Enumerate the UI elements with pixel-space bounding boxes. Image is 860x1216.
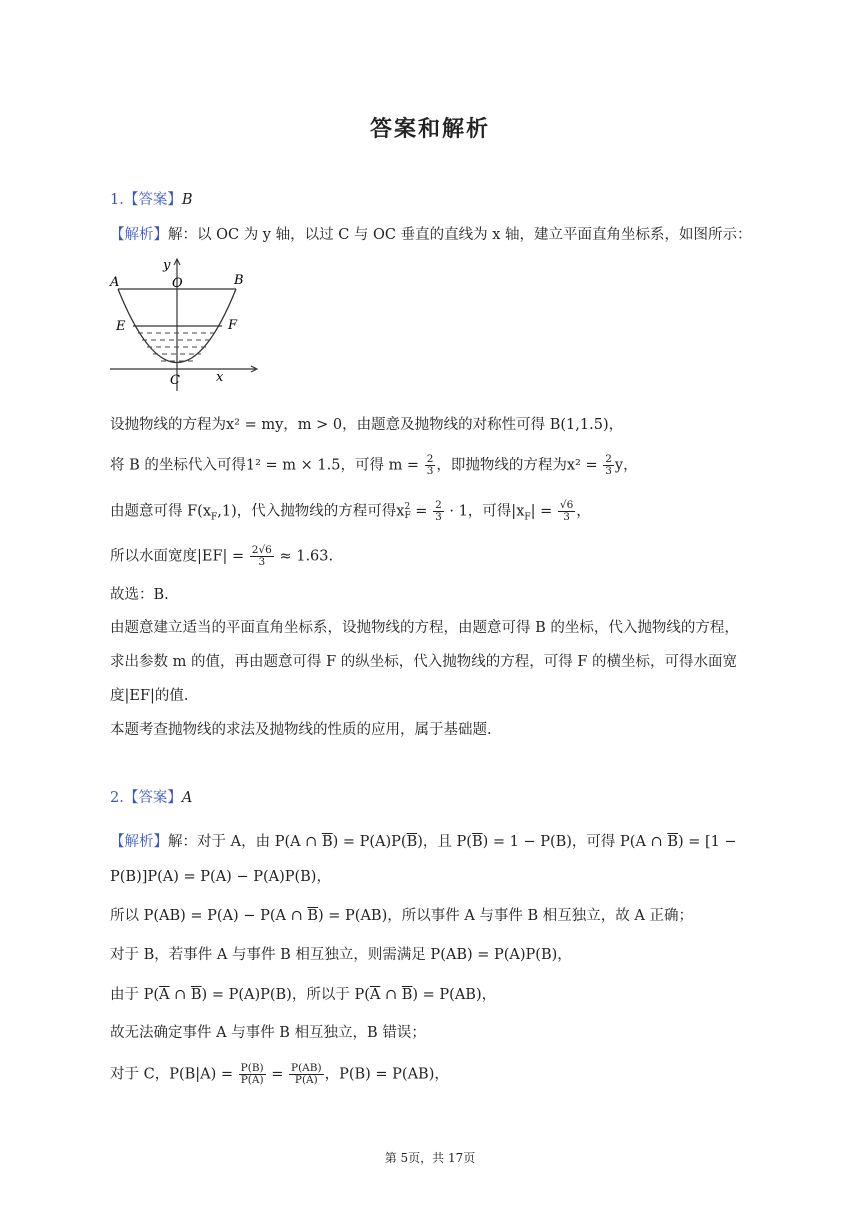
frac-num: P(B)	[240, 1062, 264, 1074]
frac-num: 2	[605, 453, 612, 465]
overline-a: $\overline{A}$	[159, 987, 170, 1003]
q2-line-2: P(B)]P(A) = P(A) − P(A)P(B)，	[110, 869, 331, 885]
q1-l5-part-b: ≈ 1.63.	[274, 548, 334, 565]
q1-line-10: 本题考查抛物线的求法及抛物线的性质的应用，属于基础题.	[110, 722, 492, 738]
page-title: 答案和解析	[369, 116, 490, 142]
q1-answer-tag: 【答案】	[123, 192, 182, 208]
overline-b: $\overline{B}$	[190, 987, 202, 1003]
q1-l4-part-f: ，	[576, 503, 591, 520]
q2-l7-fraction-1	[239, 1063, 266, 1086]
q2-l1-part-d: ) = 1 − P(B)，可得 P(A ∩	[482, 834, 668, 850]
q1-l3-fraction-1	[425, 454, 436, 477]
q1-line-5	[110, 545, 333, 568]
q2-line-4: 对于 B，若事件 A 与事件 B 相互独立，则需满足 P(AB) = P(A)P(B)，	[110, 947, 572, 963]
q2-l5-part-e: ) = P(AB)，	[412, 987, 497, 1003]
overline-a: $\overline{A}$	[369, 987, 381, 1003]
q2-l7-fraction-2	[289, 1063, 324, 1086]
label-f: F	[228, 318, 238, 333]
q1-l4-part-b: ,1)，代入抛物线的方程可得x	[217, 503, 405, 520]
frac-den: 3	[426, 465, 434, 477]
q2-l7-part-a: 对于 C，P(B|A) =	[110, 1066, 238, 1083]
subscript: F	[211, 512, 218, 523]
page-footer: 第 5页，共 17页	[384, 1151, 476, 1165]
q2-answer-tag: 【答案】	[123, 790, 182, 806]
parabola-figure	[108, 256, 258, 396]
label-c: C	[170, 373, 180, 388]
q1-answer-heading	[110, 190, 193, 210]
frac-den: P(A)	[294, 1074, 318, 1086]
label-e: E	[116, 319, 126, 334]
q1-jiexi-tag: 【解析】	[110, 227, 168, 243]
frac-den: 3	[435, 511, 442, 523]
q2-l1-part-b: ) = P(A)P(	[332, 834, 407, 850]
q1-l4-fraction-2	[558, 500, 575, 523]
frac-den: 3	[605, 465, 612, 477]
q2-l7-part-c: ，P(B) = P(AB)，	[324, 1066, 449, 1083]
overline-b: $\overline{B}$	[406, 834, 418, 850]
q2-line-6: 故无法确定事件 A 与事件 B 相互独立，B 错误；	[110, 1025, 426, 1041]
q1-l4-fraction-1	[433, 500, 444, 523]
q2-l7-part-b: =	[266, 1066, 289, 1083]
overline-b: $\overline{B}$	[401, 987, 413, 1003]
superscript: 2	[404, 501, 411, 512]
q2-l3-part-b: ) = P(AB)，所以事件 A 与事件 B 相互独立，故 A 正确；	[318, 908, 693, 924]
q1-line-1	[110, 225, 752, 245]
q1-text-1: 解：以 OC 为 y 轴，以过 C 与 OC 垂直的直线为 x 轴，建立平面直角坐标系，如图所示：	[168, 227, 752, 243]
q2-line-7	[110, 1063, 449, 1086]
frac-num: √6	[559, 499, 574, 511]
q1-l4-part-c: =	[410, 503, 433, 520]
q2-line-5	[110, 985, 496, 1005]
q1-line-4	[110, 500, 591, 527]
q1-l4-part-d: · 1，可得|x	[444, 503, 525, 520]
q1-answer-value: B	[181, 192, 193, 208]
q1-line-6: 故选：B.	[110, 587, 169, 603]
label-b: B	[234, 273, 244, 288]
frac-den: P(A)	[240, 1074, 264, 1086]
q2-l5-part-b: ∩	[169, 987, 191, 1003]
overline-b: $\overline{B}$	[471, 834, 483, 850]
q1-line-7: 由题意建立适当的平面直角坐标系，设抛物线的方程，由题意可得 B 的坐标，代入抛物线的方程，	[110, 620, 739, 636]
q2-answer-value: A	[181, 790, 193, 806]
q2-l1-part-c: )，且 P(	[417, 834, 472, 850]
frac-num: 2	[435, 499, 442, 511]
q2-l3-part-a: 所以 P(AB) = P(A) − P(A ∩	[110, 908, 308, 924]
q1-l4-part-e: | =	[530, 503, 557, 520]
frac-num: 2	[426, 453, 434, 465]
frac-num: P(AB)	[291, 1062, 322, 1074]
q1-l3-fraction-2	[603, 454, 614, 477]
frac-den: 3	[563, 511, 570, 523]
q2-line-1	[110, 832, 737, 852]
q1-line-9: 度|EF|的值.	[110, 688, 189, 704]
frac-den: 3	[258, 556, 266, 568]
q2-l5-part-d: ∩	[380, 987, 402, 1003]
q1-l4-part-a: 由题意可得 F(x	[110, 503, 212, 520]
q2-l1-part-a: 解：对于 A，由 P(A ∩	[168, 834, 322, 850]
q1-line-2: 设抛物线的方程为x² = my，m > 0，由题意及抛物线的对称性可得 B(1,1.5)，	[110, 417, 624, 433]
overline-b: $\overline{B}$	[307, 908, 318, 924]
label-y: y	[163, 258, 171, 273]
q2-answer-heading	[110, 788, 192, 808]
q2-l5-part-c: ) = P(A)P(B)，所以于 P(	[201, 987, 370, 1003]
q1-l5-part-a: 所以水面宽度|EF| =	[110, 548, 249, 565]
q2-number: 2.	[110, 790, 124, 806]
label-a: A	[110, 275, 120, 290]
overline-b: $\overline{B}$	[667, 834, 678, 850]
subscript: F	[404, 510, 411, 521]
q1-l3-part-b: ，即抛物线的方程为x² =	[436, 457, 603, 474]
overline-b: $\overline{B}$	[321, 834, 333, 850]
q2-line-3	[110, 906, 693, 926]
frac-num: 2√6	[251, 544, 272, 556]
q1-l3-part-a: 将 B 的坐标代入可得1² = m × 1.5，可得 m =	[110, 457, 424, 474]
label-x: x	[216, 370, 224, 385]
label-o: O	[172, 276, 183, 291]
q1-line-3	[110, 454, 638, 477]
subscript: F	[524, 512, 531, 523]
q1-number: 1.	[110, 192, 124, 208]
q2-l5-part-a: 由于 P(	[110, 987, 160, 1003]
q2-jiexi-tag: 【解析】	[110, 834, 168, 850]
q1-l5-fraction	[250, 545, 274, 568]
q1-l3-part-c: y，	[614, 457, 638, 474]
q2-l1-part-e: ) = [1 −	[677, 834, 737, 850]
q1-line-8: 求出参数 m 的值，再由题意可得 F 的纵坐标，代入抛物线的方程，可得 F 的横坐标，可得水面宽	[110, 654, 738, 670]
